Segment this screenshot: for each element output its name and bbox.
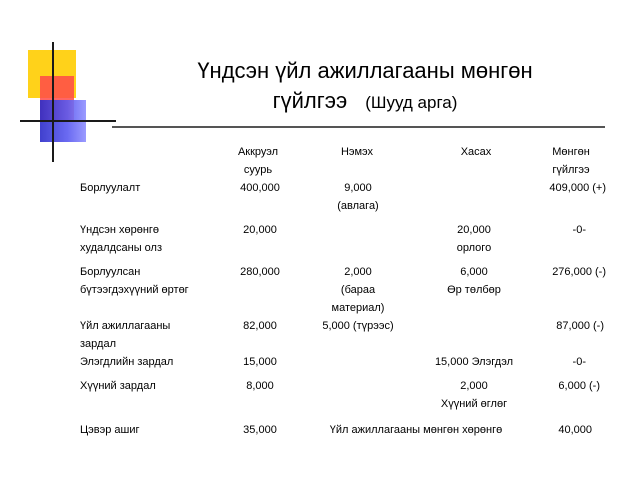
row-label: Борлуулалт: [80, 182, 141, 194]
row-label-line: Үйл ажиллагааны: [80, 320, 171, 332]
row-label-line: Үндсэн хөрөнгө: [80, 224, 160, 236]
header-cash-line-1: Мөнгөн: [552, 146, 590, 158]
row-operating-cash-label: Үйл ажиллагааны мөнгөн хөрөнгө: [329, 424, 503, 436]
row-label: [80, 221, 162, 257]
row-cash: -0-: [572, 224, 586, 236]
row-plus: [320, 179, 396, 215]
row-label-line: Борлуулсан: [80, 266, 141, 278]
row-accrual: 20,000: [243, 224, 277, 236]
row-label-line: бүтээгдэхүүний өртөг: [80, 284, 189, 296]
row-minus-line: Өр төлбөр: [447, 284, 501, 296]
header-plus: Нэмэх: [340, 146, 374, 158]
row-accrual: 400,000: [240, 182, 280, 194]
row-plus-line: 9,000: [344, 182, 372, 194]
row-label: Хүүний зардал: [80, 380, 156, 392]
row-cash: 87,000 (-): [556, 320, 604, 332]
horizontal-line: [20, 120, 116, 122]
row-plus-line: 2,000: [344, 266, 372, 278]
title-line-2-text: гүйлгээ: [272, 88, 348, 113]
row-minus: [436, 221, 512, 257]
row-accrual: 280,000: [240, 266, 280, 278]
title-line-2: [150, 86, 580, 118]
row-cash: 276,000 (-): [552, 266, 606, 278]
row-accrual: 15,000: [243, 356, 277, 368]
row-cash: 409,000 (+): [549, 182, 606, 194]
row-label: [80, 263, 189, 299]
row-plus: 5,000 (түрээс): [322, 320, 394, 332]
header-minus: Хасах: [460, 146, 492, 158]
header-accrual-line-1: Аккруэл: [237, 146, 279, 158]
row-plus: [320, 263, 396, 317]
row-accrual: 8,000: [246, 380, 274, 392]
row-minus-line: Хүүний өглөг: [440, 398, 508, 410]
slide-title: [150, 56, 580, 118]
row-label: Цэвэр ашиг: [80, 424, 140, 436]
row-label-line: худалдсаны олз: [80, 242, 163, 254]
row-plus-line: материал): [331, 302, 385, 314]
row-minus-line: 6,000: [460, 266, 488, 278]
row-accrual: 35,000: [243, 424, 277, 436]
header-cash-line-2: гүйлгээ: [552, 164, 590, 176]
header-accrual: [228, 143, 288, 179]
row-cash: -0-: [572, 356, 586, 368]
row-label: [80, 317, 170, 353]
row-cash: 6,000 (-): [558, 380, 600, 392]
row-label-line: зардал: [80, 338, 116, 350]
row-cash: 40,000: [558, 424, 592, 436]
vertical-line: [52, 42, 54, 162]
row-minus-line: 20,000: [457, 224, 491, 236]
row-plus-line: (бараа: [340, 284, 376, 296]
row-minus-line: 2,000: [460, 380, 488, 392]
row-minus-line: орлого: [456, 242, 492, 254]
row-accrual: 82,000: [243, 320, 277, 332]
row-plus-line: (авлага): [337, 200, 379, 212]
row-minus: 15,000 Элэгдэл: [434, 356, 514, 368]
row-minus: [420, 377, 528, 413]
title-divider: [112, 126, 605, 128]
header-cash: [536, 143, 606, 179]
row-label: Элэгдлийн зардал: [80, 356, 174, 368]
title-line-1: Үндсэн үйл ажиллагааны мөнгөн: [197, 58, 533, 83]
header-accrual-line-2: суурь: [243, 164, 273, 176]
title-subtitle: (Шууд арга): [365, 93, 458, 112]
row-minus: [436, 263, 512, 299]
